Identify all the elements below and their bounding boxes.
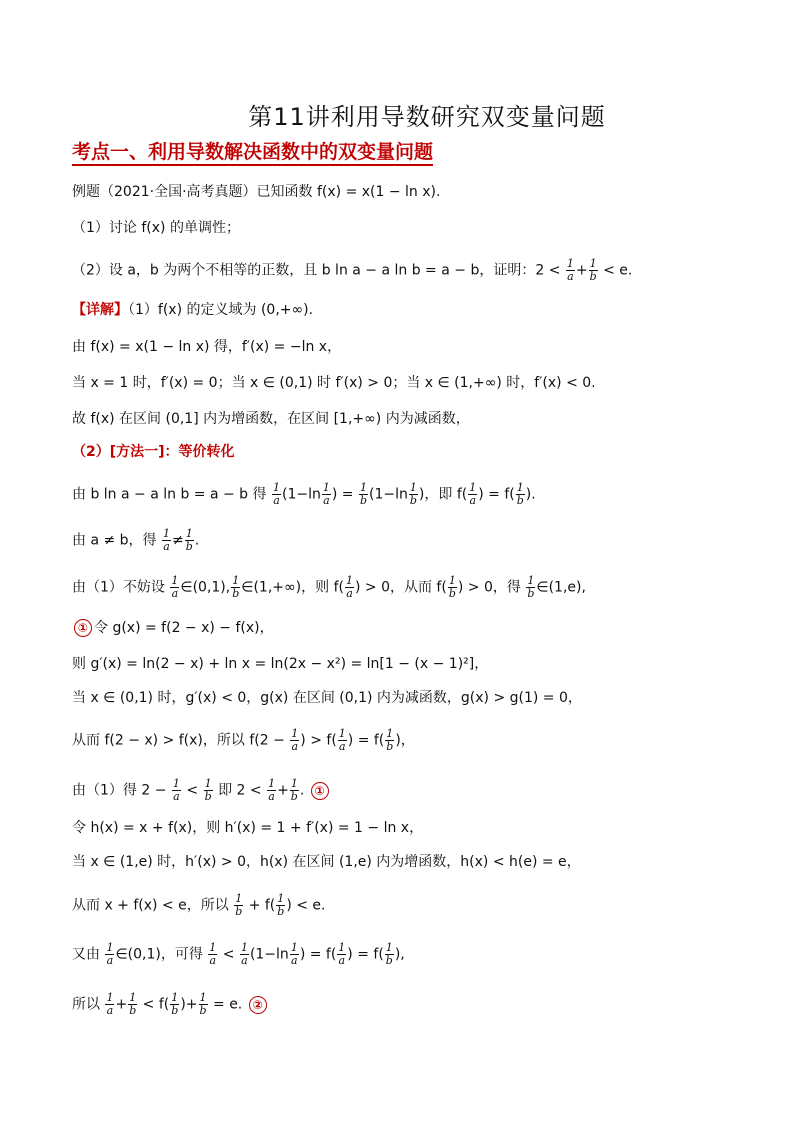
solution-line: 当 x ∈ (1,e) 时，h′(x) > 0，h(x) 在区间 (1,e) 内为增函数，h(x) < h(e) = e， [72,854,581,870]
solution-line: 由 b ln a − a ln b = a − b 得 $\frac{1}{a}$ (1−ln $\frac{1}{a}$ ) = $\frac{1}{b}$ (1−ln $\frac{1}{b}$ )，即 f( $\frac{1}{a}$ ) = f( $\frac{1}{b}$ ). [72,481,536,507]
question-2: （2）设 a，b 为两个不相等的正数，且 b ln a − a ln b = a − b，证明：2 < $\frac{1}{a}$ + $\frac{1}{b}$ < e. [72,257,633,283]
solution-line: 从而 f(2 − x) > f(x)，所以 f(2 − $\frac{1}{a}$ ) > f( $\frac{1}{a}$ ) = f( $\frac{1}{b}$ )， [72,727,415,753]
marker-1-end: ① [311,782,329,800]
method-heading: （2）[方法一]：等价转化 [72,444,235,460]
question-1: （1）讨论 f(x) 的单调性； [72,220,240,236]
solution-line: 从而 x + f(x) < e，所以 $\frac{1}{b}$ + f( $\frac{1}{b}$ ) < e. [72,892,326,918]
solution-line: 则 g′(x) = ln(2 − x) + ln x = ln(2x − x²) = ln[1 − (x − 1)²]， [72,656,489,672]
solution-start: 【详解】（1）f(x) 的定义域为 (0,+∞). [72,302,314,318]
marker-2: ② [249,996,267,1014]
page-title: 第11讲利用导数研究双变量问题 [248,103,606,131]
section-heading: 考点一、利用导数解决函数中的双变量问题 [72,140,433,166]
solution-line: 由 f(x) = x(1 − ln x) 得，f′(x) = −ln x， [72,339,342,355]
marker-1: ① [74,619,92,637]
solution-line: 由（1）不妨设 $\frac{1}{a}$ ∈(0,1), $\frac{1}{b}$ ∈(1,+∞)，则 f( $\frac{1}{a}$ ) > 0，从而 f( $\frac{1}{b}$ ) > 0，得 $\frac{1}{b}$ ∈(1,e), [72,574,586,600]
solution-line: 故 f(x) 在区间 (0,1] 内为增函数，在区间 [1,+∞) 内为减函数， [72,411,470,427]
solution-line: ① 令 g(x) = f(2 − x) − f(x)， [72,618,274,638]
solution-line: 由（1）得 2 − $\frac{1}{a}$ < $\frac{1}{b}$ 即 2 < $\frac{1}{a}$ + $\frac{1}{b}$ . ① [72,778,331,803]
solution-line: 由 a ≠ b，得 $\frac{1}{a}$ ≠ $\frac{1}{b}$ . [72,527,200,553]
solution-line: 当 x ∈ (0,1) 时，g′(x) < 0，g(x) 在区间 (0,1) 内为减函数，g(x) > g(1) = 0， [72,690,582,706]
solution-line: 所以 $\frac{1}{a}$ + $\frac{1}{b}$ < f( $\frac{1}{b}$ )+ $\frac{1}{b}$ = e. ② [72,992,269,1017]
solution-line: 当 x = 1 时，f′(x) = 0；当 x ∈ (0,1) 时 f′(x) > 0；当 x ∈ (1,+∞) 时，f′(x) < 0. [72,375,596,391]
solution-line: 令 h(x) = x + f(x)，则 h′(x) = 1 + f′(x) = 1 − ln x， [72,820,424,836]
example-line: 例题（2021·全国·高考真题）已知函数 f(x) = x(1 − ln x). [72,184,441,200]
solution-line: 又由 $\frac{1}{a}$ ∈(0,1)，可得 $\frac{1}{a}$ < $\frac{1}{a}$ (1−ln $\frac{1}{a}$ ) = f( $\frac{1}{a}$ ) = f( $\frac{1}{b}$ ), [72,941,405,967]
